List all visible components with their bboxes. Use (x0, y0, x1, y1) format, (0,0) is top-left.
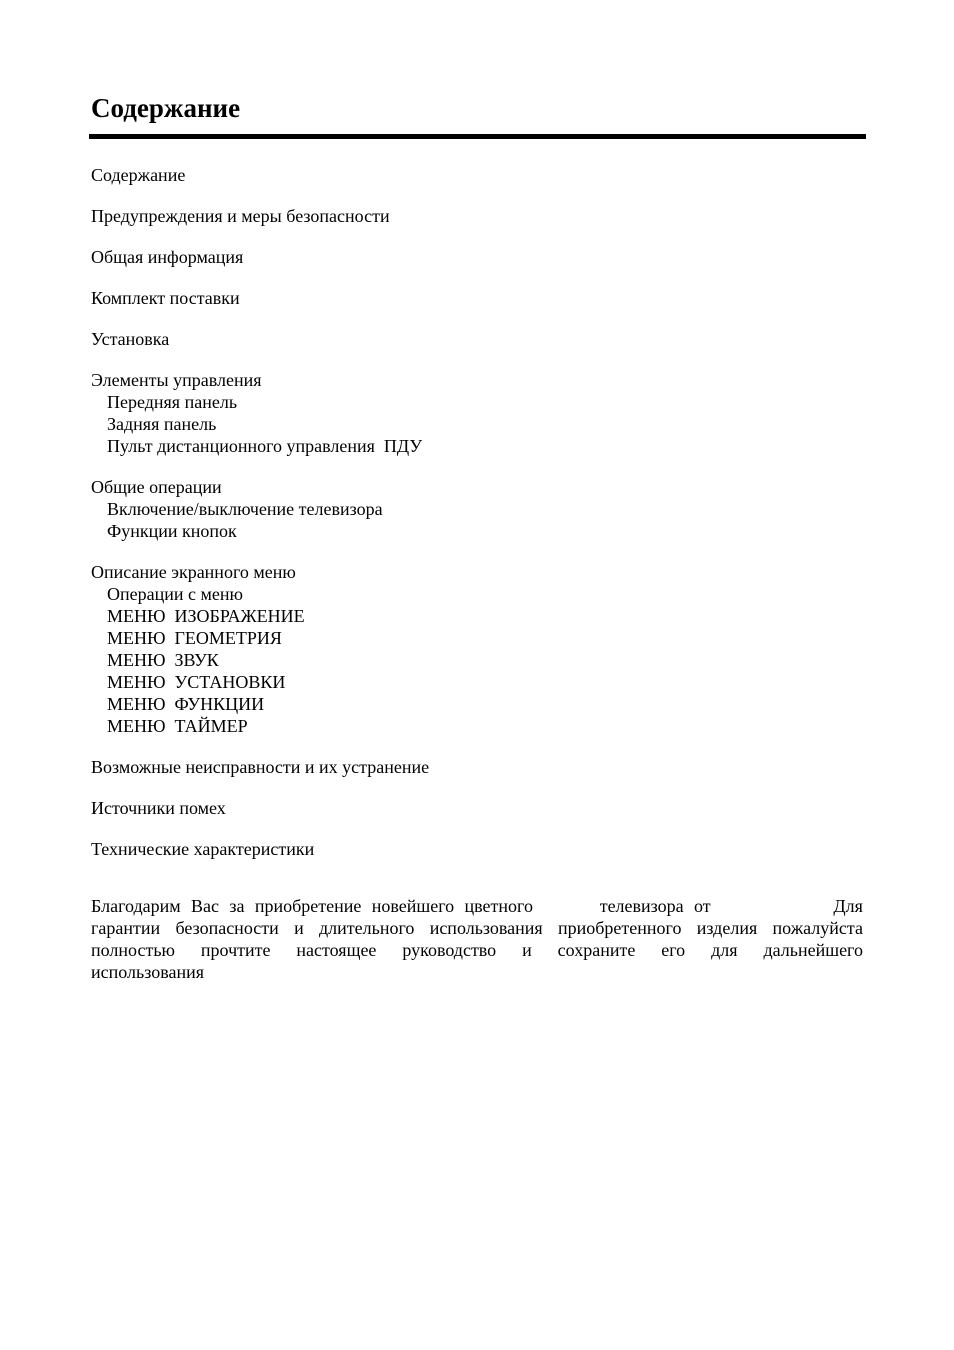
intro-line-2 (91, 917, 863, 939)
intro-word: сохраните (557, 940, 636, 960)
toc-section (91, 756, 871, 778)
toc-subentry: МЕНЮ ФУНКЦИИ (107, 694, 265, 714)
intro-word: гарантии (91, 918, 161, 938)
toc-subentry: МЕНЮ ЗВУК (107, 650, 219, 670)
toc-subentry: Передняя панель (107, 392, 238, 412)
intro-word: приобретение (254, 896, 362, 916)
blank-gap (721, 895, 823, 917)
toc-subentry: МЕНЮ ИЗОБРАЖЕНИЕ (107, 606, 305, 626)
intro-word: его (661, 940, 686, 960)
toc-subentry: Включение/выключение телевизора (107, 499, 383, 519)
intro-word: полностью (91, 940, 175, 960)
toc-section (91, 561, 871, 737)
intro-word: новейшего (371, 896, 455, 916)
intro-word: телевизора (599, 896, 684, 916)
toc-entry: Элементы управления (91, 370, 262, 390)
intro-word: дальнейшего (763, 940, 863, 960)
toc-entry: Технические характеристики (91, 839, 315, 859)
toc-entry: Общие операции (91, 477, 222, 497)
toc-section (91, 797, 871, 819)
intro-word: Для (833, 896, 863, 916)
title-divider (89, 134, 866, 139)
intro-line-3 (91, 939, 863, 961)
page-title: Содержание (91, 93, 241, 123)
toc-entry: Описание экранного меню (91, 562, 296, 582)
intro-word: и (294, 918, 304, 938)
intro-word: настоящее (296, 940, 377, 960)
toc-subentry: МЕНЮ ТАЙМЕР (107, 716, 248, 736)
toc-entry: Содержание (91, 165, 186, 185)
toc-subentry: Задняя панель (107, 414, 217, 434)
intro-word: Благодарим (91, 896, 181, 916)
intro-word: изделия (696, 918, 758, 938)
toc-entry: Предупреждения и меры безопасности (91, 206, 390, 226)
toc-section (91, 246, 871, 268)
toc-section (91, 205, 871, 227)
toc-section (91, 287, 871, 309)
toc-entry: Возможные неисправности и их устранение (91, 757, 430, 777)
intro-word: и (522, 940, 532, 960)
intro-word: от (694, 896, 711, 916)
toc-section (91, 164, 871, 186)
blank-gap (543, 895, 589, 917)
intro-paragraph (91, 895, 863, 983)
toc-entry: Источники помех (91, 798, 226, 818)
toc-subentry: Пульт дистанционного управления ПДУ (107, 436, 423, 456)
intro-word: пожалуйста (772, 918, 863, 938)
intro-word: Вас (191, 896, 220, 916)
toc-subentry: Функции кнопок (107, 521, 237, 541)
intro-word: для (711, 940, 738, 960)
intro-word: безопасности (175, 918, 279, 938)
toc-subentry: МЕНЮ УСТАНОВКИ (107, 672, 286, 692)
intro-word: длительного (319, 918, 415, 938)
toc-section (91, 328, 871, 350)
intro-line-1 (91, 895, 863, 917)
intro-word: прочтите (200, 940, 271, 960)
toc-subentry: МЕНЮ ГЕОМЕТРИЯ (107, 628, 282, 648)
toc-section (91, 476, 871, 542)
toc-entry: Установка (91, 329, 170, 349)
toc-section (91, 369, 871, 457)
toc-entry: Комплект поставки (91, 288, 240, 308)
toc-entry: Общая информация (91, 247, 244, 267)
toc-section (91, 838, 871, 860)
intro-word: использования (91, 962, 205, 982)
intro-word: за (229, 896, 245, 916)
intro-word: приобретенного (558, 918, 682, 938)
intro-word: использования (429, 918, 543, 938)
toc-subentry: Операции с меню (107, 584, 243, 604)
table-of-contents (91, 164, 871, 879)
intro-word: цветного (464, 896, 533, 916)
intro-line-4 (91, 961, 863, 983)
intro-word: руководство (402, 940, 497, 960)
